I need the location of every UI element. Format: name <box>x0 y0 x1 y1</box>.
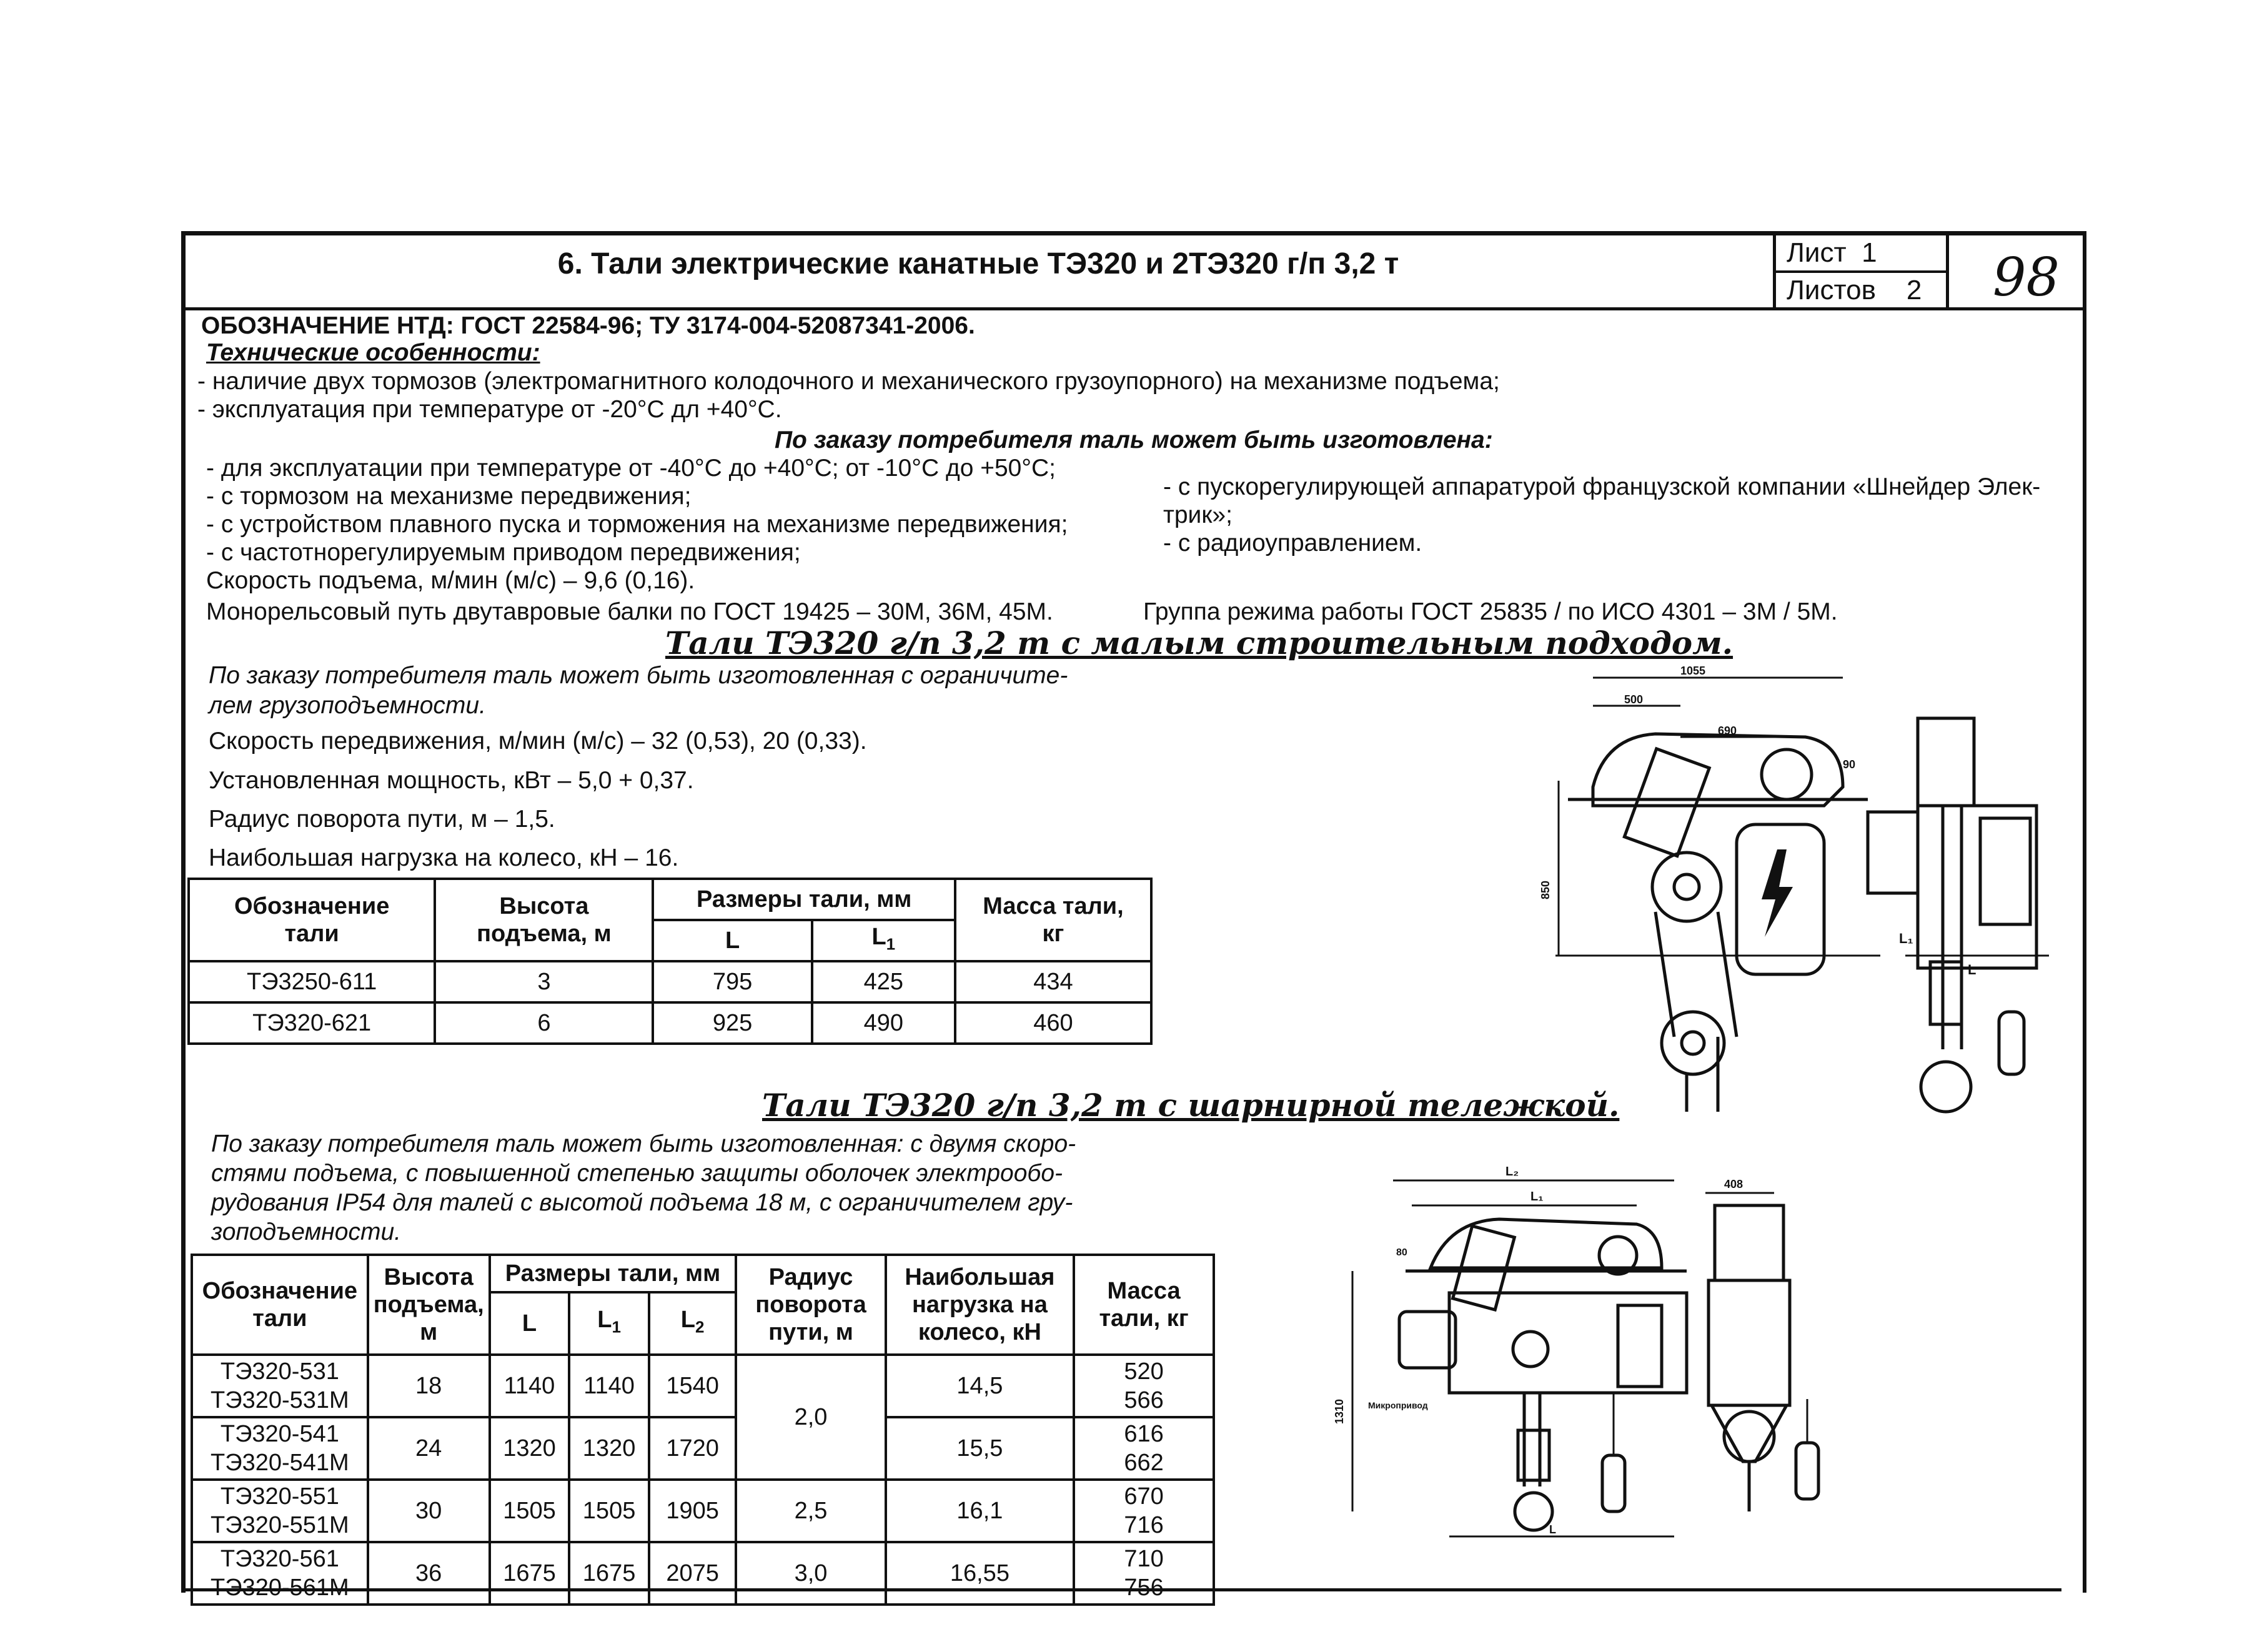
section2-table <box>191 1254 1215 1606</box>
label-L: L <box>1549 1523 1556 1536</box>
s1-th-dims: Размеры тали, мм <box>653 879 955 920</box>
s2-cell: 1720 <box>649 1417 736 1480</box>
option-right-3: - с радиоуправлением. <box>1163 530 1422 556</box>
label-L1: L₁ <box>1899 931 1913 946</box>
option-left-1: - для эксплуатации при температуре от -40°С до +40°С; от -10°С до +50°С; <box>206 455 1056 482</box>
section1-wheel-load: Наибольшая нагрузка на колесо, кН – 16. <box>209 844 679 871</box>
feature-2: - эксплуатация при температуре от -20°С дл +40°С. <box>197 396 782 423</box>
s2-th-designation: Обозначение тали <box>192 1255 368 1355</box>
s2-cell: ТЭ320-531 ТЭ320-531М <box>192 1355 368 1417</box>
section1-table <box>187 878 1153 1045</box>
option-left-3: - с устройством плавного пуска и торможения на механизме передвижения; <box>206 511 1068 538</box>
section2-note-4: зоподъемности. <box>211 1219 401 1245</box>
option-right-1: - с пускорегулирующей аппаратурой французской компании «Шнейдер Элек- <box>1163 473 2041 500</box>
s1-cell: ТЭ3250-611 <box>189 961 435 1002</box>
s1-th-L1: $L_1$ <box>812 920 955 961</box>
s2-cell: 1675 <box>569 1542 649 1605</box>
s2-th-L1: $L_1$ <box>569 1292 649 1355</box>
options-heading: По заказу потребителя таль может быть изготовлена: <box>775 427 1493 453</box>
label-L: L <box>1968 962 1977 977</box>
s2-th-L: L <box>490 1292 570 1355</box>
option-left-4: - с частотнорегулируемым приводом передвижения; <box>206 539 801 566</box>
s1-th-height: Высота подъема, м <box>435 879 653 961</box>
s2-cell: 1320 <box>569 1417 649 1480</box>
section1-heading: Тали ТЭ320 г/п 3,2 т с малым строительным подходом. <box>665 625 1734 661</box>
label-L2: L₂ <box>1505 1165 1519 1179</box>
s2-th-L2: $L_2$ <box>649 1292 736 1355</box>
s1-cell: 795 <box>653 961 811 1002</box>
s2-cell: ТЭ320-551 ТЭ320-551М <box>192 1480 368 1542</box>
section1-note-1: По заказу потребителя таль может быть изготовленная с ограничите- <box>209 662 1068 689</box>
s2-cell: 16,1 <box>886 1480 1074 1542</box>
table-row <box>192 1542 1214 1605</box>
s2-cell: 520 566 <box>1074 1355 1214 1417</box>
dim-500: 500 <box>1624 693 1644 706</box>
features-heading: Технические особенности: <box>206 339 540 366</box>
s2-th-height: Высота подъема, м <box>368 1255 490 1355</box>
s1-cell: ТЭ320-621 <box>189 1002 435 1044</box>
s2-cell: 710 756 <box>1074 1542 1214 1605</box>
s2-cell: 18 <box>368 1355 490 1417</box>
section1-radius: Радиус поворота пути, м – 1,5. <box>209 806 555 833</box>
s1-cell: 434 <box>955 961 1151 1002</box>
s2-cell: 24 <box>368 1417 490 1480</box>
s2-cell-radius: 2,5 <box>736 1480 885 1542</box>
label-microdrive: Микропривод <box>1368 1400 1428 1410</box>
s2-cell: 14,5 <box>886 1355 1074 1417</box>
dim-1310: 1310 <box>1333 1398 1346 1424</box>
dim-1055: 1055 <box>1680 665 1706 677</box>
monorail: Монорельсовый путь двутавровые балки по ГОСТ 19425 – 30М, 36М, 45М. <box>206 598 1053 625</box>
s2-cell-radius: 3,0 <box>736 1542 885 1605</box>
s2-cell: 616 662 <box>1074 1417 1214 1480</box>
s2-th-mass: Масса тали, кг <box>1074 1255 1214 1355</box>
section2-note-3: рудования IP54 для талей с высотой подъема 18 м, с ограничителем гру- <box>211 1189 1073 1216</box>
s2-cell: ТЭ320-541 ТЭ320-541М <box>192 1417 368 1480</box>
s1-cell: 6 <box>435 1002 653 1044</box>
table-row <box>192 1355 1214 1417</box>
s2-cell: 1320 <box>490 1417 570 1480</box>
s1-th-designation: Обозначение тали <box>189 879 435 961</box>
feature-1: - наличие двух тормозов (электромагнитного колодочного и механического грузоупорного) на механизме подъема; <box>197 368 1500 395</box>
standards-line: ОБОЗНАЧЕНИЕ НТД: ГОСТ 22584-96; ТУ 3174-004-52087341-2006. <box>201 312 975 339</box>
dim-850: 850 <box>1539 880 1552 899</box>
option-right-2: трик»; <box>1163 502 1233 528</box>
table-row <box>189 1002 1151 1044</box>
s2-cell: 670 716 <box>1074 1480 1214 1542</box>
s1-cell: 3 <box>435 961 653 1002</box>
s2-cell: 1675 <box>490 1542 570 1605</box>
section1-note-2: лем грузоподъемности. <box>209 692 486 719</box>
table-row <box>189 961 1151 1002</box>
s2-cell: 2075 <box>649 1542 736 1605</box>
table-row <box>192 1480 1214 1542</box>
table-row <box>192 1417 1214 1480</box>
s2-th-radius: Радиус поворота пути, м <box>736 1255 885 1355</box>
s2-cell: 1140 <box>569 1355 649 1417</box>
section2-note-2: стями подъема, с повышенной степенью защиты оболочек электрообо- <box>211 1160 1063 1187</box>
s2-th-dims: Размеры тали, мм <box>490 1255 737 1292</box>
s1-th-mass: Масса тали, кг <box>955 879 1151 961</box>
dim-80: 80 <box>1396 1247 1407 1258</box>
s2-cell: 1505 <box>490 1480 570 1542</box>
s2-cell-radius: 2,0 <box>736 1355 885 1480</box>
section1-travel-speed: Скорость передвижения, м/мин (м/с) – 32 (0,53), 20 (0,33). <box>209 728 867 754</box>
sheets-total <box>1787 275 1922 306</box>
option-left-2: - с тормозом на механизме передвижения; <box>206 483 692 510</box>
section1-power: Установленная мощность, кВт – 5,0 + 0,37. <box>209 767 694 794</box>
dim-408: 408 <box>1724 1178 1744 1190</box>
s1-cell: 460 <box>955 1002 1151 1044</box>
page-title: 6. Тали электрические канатные ТЭ320 и 2ТЭ320 г/п 3,2 т <box>557 247 1399 280</box>
dim-90: 90 <box>1843 758 1856 771</box>
sheet-label: Лист <box>1787 237 1847 268</box>
duty-group: Группа режима работы ГОСТ 25835 / по ИСО 4301 – 3М / 5М. <box>1143 598 1838 625</box>
dim-690: 690 <box>1718 725 1737 737</box>
s1-cell: 490 <box>812 1002 955 1044</box>
s2-cell: 15,5 <box>886 1417 1074 1480</box>
s2-cell: 1905 <box>649 1480 736 1542</box>
label-L1: L₁ <box>1530 1190 1544 1204</box>
s2-cell: 1540 <box>649 1355 736 1417</box>
sheets-value: 2 <box>1906 275 1922 305</box>
s2-cell: 1505 <box>569 1480 649 1542</box>
section1-hoist-drawing <box>1530 662 2093 1137</box>
handwritten-page-number: 98 <box>1993 247 2060 308</box>
section2-heading: Тали ТЭ320 г/п 3,2 т с шарнирной тележкой. <box>762 1087 1620 1124</box>
sheet-number <box>1787 237 1877 269</box>
s2-cell: ТЭ320-561 ТЭ320-561М <box>192 1542 368 1605</box>
sheet-value: 1 <box>1862 237 1877 268</box>
s2-th-load: Наибольшая нагрузка на колесо, кН <box>886 1255 1074 1355</box>
s2-cell: 1140 <box>490 1355 570 1417</box>
s1-th-L: L <box>653 920 811 961</box>
section2-note-1: По заказу потребителя таль может быть изготовленная: с двумя скоро- <box>211 1130 1076 1157</box>
s2-cell: 30 <box>368 1480 490 1542</box>
section2-hoist-drawing <box>1324 1162 2074 1586</box>
header-divider <box>185 307 2085 310</box>
lift-speed: Скорость подъема, м/мин (м/с) – 9,6 (0,16). <box>206 567 695 594</box>
s1-cell: 925 <box>653 1002 811 1044</box>
sheets-label: Листов <box>1787 275 1876 305</box>
s1-cell: 425 <box>812 961 955 1002</box>
sheet-box-divider <box>1773 270 1949 273</box>
s2-cell: 16,55 <box>886 1542 1074 1605</box>
s2-cell: 36 <box>368 1542 490 1605</box>
